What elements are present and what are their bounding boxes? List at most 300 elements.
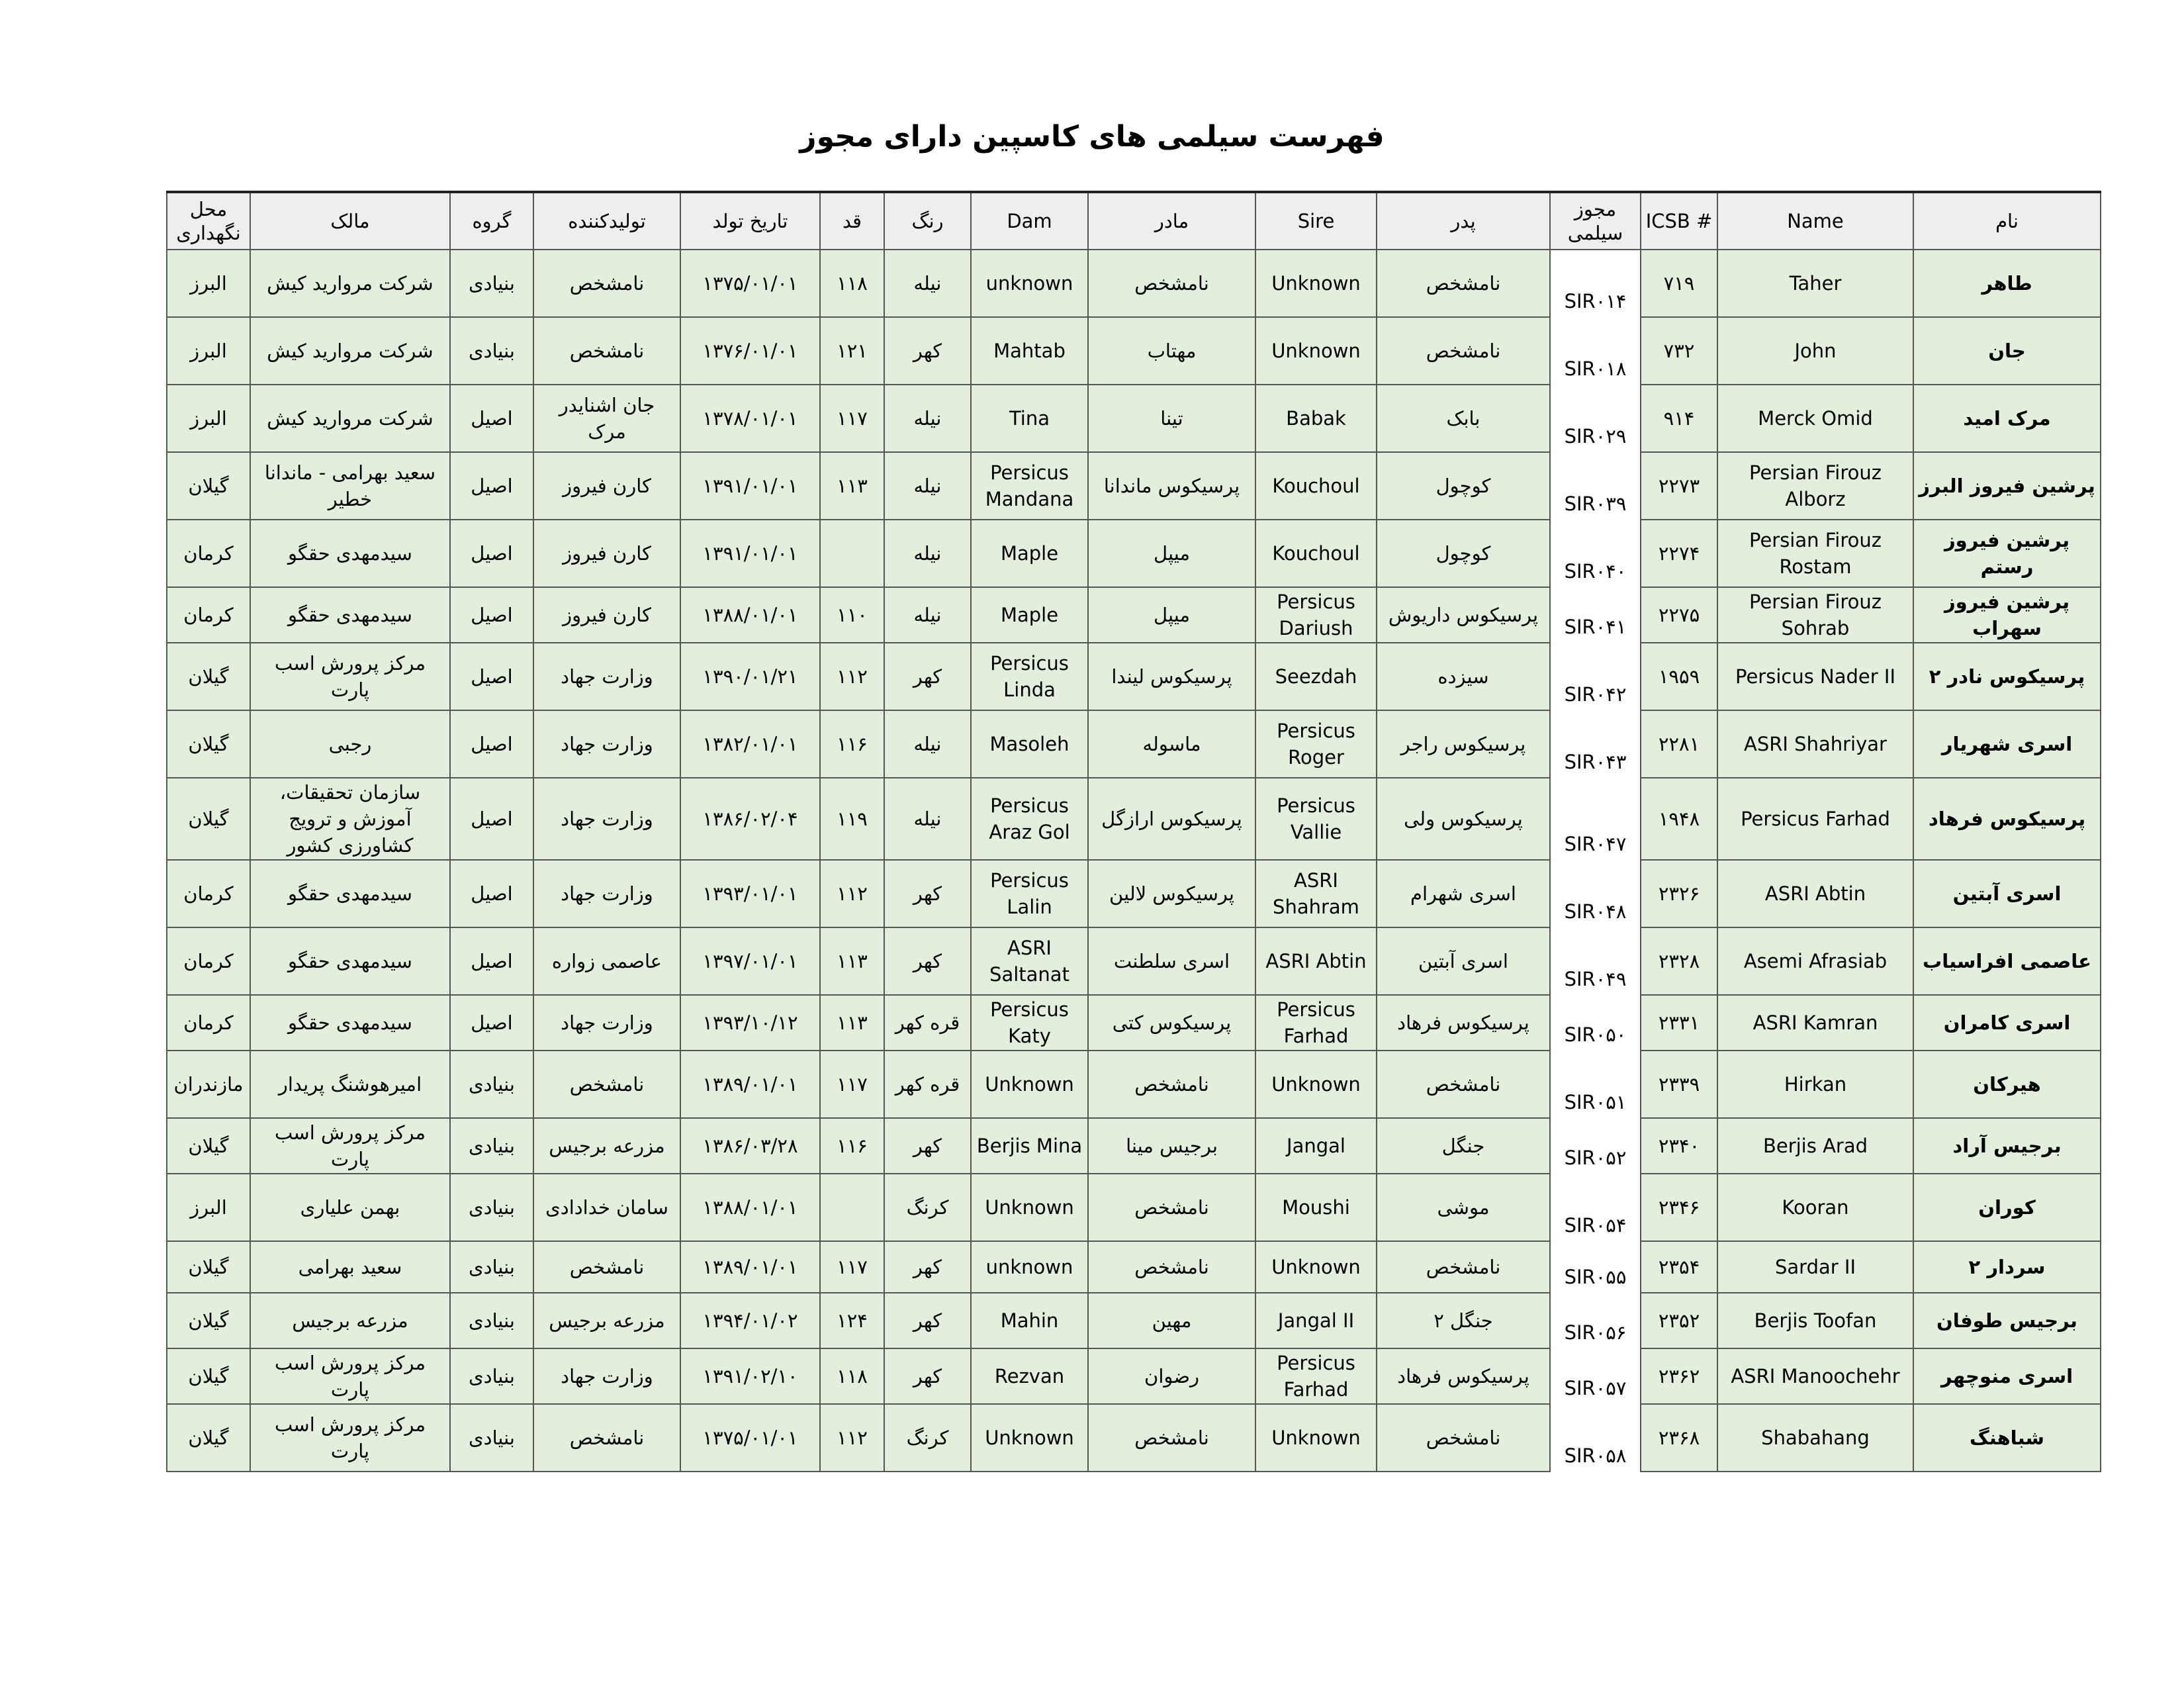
owner-cell: بهمن علیاری (250, 1174, 450, 1241)
group-cell: بنیادی (450, 1241, 533, 1293)
table-row (167, 643, 2101, 710)
breeder-cell: سامان خدادادی (533, 1174, 680, 1241)
dam-fa-cell: میپل (1088, 587, 1255, 643)
dam-fa-cell: پرسیکوس لیندا (1088, 643, 1255, 710)
table-row (167, 995, 2101, 1051)
permit-cell: SIR۰۵۵ (1550, 1241, 1641, 1293)
icsb-cell: ۱۹۵۹ (1641, 643, 1717, 710)
icsb-cell: ۷۳۲ (1641, 317, 1717, 385)
table-row (167, 1118, 2101, 1174)
permit-cell: SIR۰۱۴ (1550, 250, 1641, 317)
permit-cell: SIR۰۲۹ (1550, 385, 1641, 452)
group-cell: بنیادی (450, 1404, 533, 1472)
location-cell: کرمان (167, 520, 250, 587)
birth-date-cell: ۱۳۸۶/۰۳/۲۸ (680, 1118, 820, 1174)
header-dam-fa: مادر (1088, 192, 1255, 250)
icsb-cell: ۷۱۹ (1641, 250, 1717, 317)
name-en-cell: Taher (1717, 250, 1913, 317)
breeder-cell: عاصمی زواره (533, 927, 680, 995)
location-cell: گیلان (167, 643, 250, 710)
location-cell: البرز (167, 317, 250, 385)
breeder-cell: نامشخص (533, 1051, 680, 1118)
location-cell: کرمان (167, 587, 250, 643)
sire-en-cell: Persicus Farhad (1255, 995, 1377, 1051)
birth-date-cell: ۱۳۸۸/۰۱/۰۱ (680, 587, 820, 643)
owner-cell: سعید بهرامی - ماندانا خطیر (250, 452, 450, 520)
sire-fa-cell: پرسیکوس داریوش (1377, 587, 1550, 643)
group-cell: اصیل (450, 643, 533, 710)
height-cell: ۱۱۷ (820, 385, 884, 452)
header-owner: مالک (250, 192, 450, 250)
sire-en-cell: Kouchoul (1255, 520, 1377, 587)
height-cell: ۱۱۳ (820, 927, 884, 995)
name-fa-cell: اسری آبتین (1913, 860, 2101, 927)
table-row (167, 1174, 2101, 1241)
owner-cell: مزرعه برجیس (250, 1293, 450, 1348)
permit-cell: SIR۰۵۴ (1550, 1174, 1641, 1241)
name-en-cell: Hirkan (1717, 1051, 1913, 1118)
group-cell: بنیادی (450, 317, 533, 385)
dam-en-cell: Mahtab (971, 317, 1088, 385)
sire-fa-cell: نامشخص (1377, 1241, 1550, 1293)
color-cell: کهر (884, 1293, 971, 1348)
name-fa-cell: پرسیکوس نادر ۲ (1913, 643, 2101, 710)
sire-en-cell: Babak (1255, 385, 1377, 452)
location-cell: البرز (167, 385, 250, 452)
permit-cell: SIR۰۱۸ (1550, 317, 1641, 385)
group-cell: بنیادی (450, 250, 533, 317)
sire-fa-cell: نامشخص (1377, 317, 1550, 385)
height-cell: ۱۲۴ (820, 1293, 884, 1348)
name-fa-cell: پرشین فیروز البرز (1913, 452, 2101, 520)
breeder-cell: مزرعه برجیس (533, 1118, 680, 1174)
group-cell: اصیل (450, 860, 533, 927)
dam-en-cell: unknown (971, 1241, 1088, 1293)
owner-cell: مرکز پرورش اسب پارت (250, 1118, 450, 1174)
group-cell: بنیادی (450, 1174, 533, 1241)
breeder-cell: کارن فیروز (533, 587, 680, 643)
dam-en-cell: Unknown (971, 1404, 1088, 1472)
name-en-cell: Persian Firouz Rostam (1717, 520, 1913, 587)
icsb-cell: ۲۲۸۱ (1641, 710, 1717, 778)
birth-date-cell: ۱۳۹۱/۰۲/۱۰ (680, 1348, 820, 1404)
owner-cell: سیدمهدی حقگو (250, 520, 450, 587)
page-title: فهرست سیلمی های کاسپین دارای مجوز (799, 120, 1385, 154)
icsb-cell: ۲۲۷۴ (1641, 520, 1717, 587)
location-cell: گیلان (167, 710, 250, 778)
name-fa-cell: کوران (1913, 1174, 2101, 1241)
header-breeder: تولیدکننده (533, 192, 680, 250)
owner-cell: شرکت مروارید کیش (250, 385, 450, 452)
table-row (167, 710, 2101, 778)
dam-fa-cell: نامشخص (1088, 1051, 1255, 1118)
color-cell: کهر (884, 643, 971, 710)
color-cell: نیله (884, 520, 971, 587)
height-cell: ۱۱۸ (820, 1348, 884, 1404)
group-cell: بنیادی (450, 1293, 533, 1348)
name-fa-cell: سردار ۲ (1913, 1241, 2101, 1293)
sire-en-cell: Persicus Farhad (1255, 1348, 1377, 1404)
height-cell: ۱۱۳ (820, 452, 884, 520)
group-cell: اصیل (450, 778, 533, 860)
name-fa-cell: اسری کامران (1913, 995, 2101, 1051)
dam-fa-cell: میپل (1088, 520, 1255, 587)
dam-fa-cell: نامشخص (1088, 1241, 1255, 1293)
height-cell: ۱۱۲ (820, 860, 884, 927)
sire-en-cell: ASRI Shahram (1255, 860, 1377, 927)
location-cell: گیلان (167, 1118, 250, 1174)
permit-cell: SIR۰۴۹ (1550, 927, 1641, 995)
breeder-cell: وزارت جهاد (533, 860, 680, 927)
birth-date-cell: ۱۳۸۲/۰۱/۰۱ (680, 710, 820, 778)
name-fa-cell: شباهنگ (1913, 1404, 2101, 1472)
owner-cell: سیدمهدی حقگو (250, 587, 450, 643)
color-cell: کرنگ (884, 1404, 971, 1472)
birth-date-cell: ۱۳۷۶/۰۱/۰۱ (680, 317, 820, 385)
color-cell: نیله (884, 452, 971, 520)
breeder-cell: نامشخص (533, 1241, 680, 1293)
horse-registry-table (166, 191, 2101, 1472)
sire-fa-cell: جنگل (1377, 1118, 1550, 1174)
sire-en-cell: ASRI Abtin (1255, 927, 1377, 995)
icsb-cell: ۲۳۴۶ (1641, 1174, 1717, 1241)
sire-en-cell: Jangal II (1255, 1293, 1377, 1348)
sire-fa-cell: پرسیکوس راجر (1377, 710, 1550, 778)
table-row (167, 1293, 2101, 1348)
group-cell: بنیادی (450, 1348, 533, 1404)
sire-fa-cell: سیزده (1377, 643, 1550, 710)
dam-en-cell: Mahin (971, 1293, 1088, 1348)
location-cell: گیلان (167, 1404, 250, 1472)
permit-cell: SIR۰۴۲ (1550, 643, 1641, 710)
icsb-cell: ۱۹۴۸ (1641, 778, 1717, 860)
dam-fa-cell: پرسیکوس ارازگل (1088, 778, 1255, 860)
dam-en-cell: Masoleh (971, 710, 1088, 778)
name-fa-cell: اسری شهریار (1913, 710, 2101, 778)
permit-cell: SIR۰۵۰ (1550, 995, 1641, 1051)
sire-en-cell: Seezdah (1255, 643, 1377, 710)
dam-fa-cell: پرسیکوس لالین (1088, 860, 1255, 927)
location-cell: کرمان (167, 995, 250, 1051)
name-en-cell: Merck Omid (1717, 385, 1913, 452)
name-en-cell: Asemi Afrasiab (1717, 927, 1913, 995)
icsb-cell: ۲۳۳۹ (1641, 1051, 1717, 1118)
location-cell: گیلان (167, 452, 250, 520)
owner-cell: سازمان تحقیقات، آموزش و ترویج کشاورزی کشور (250, 778, 450, 860)
sire-fa-cell: نامشخص (1377, 250, 1550, 317)
color-cell: قره کهر (884, 995, 971, 1051)
color-cell: کرنگ (884, 1174, 971, 1241)
group-cell: اصیل (450, 385, 533, 452)
height-cell: ۱۱۹ (820, 778, 884, 860)
sire-fa-cell: پرسیکوس فرهاد (1377, 1348, 1550, 1404)
sire-fa-cell: اسری شهرام (1377, 860, 1550, 927)
color-cell: نیله (884, 250, 971, 317)
dam-en-cell: Unknown (971, 1051, 1088, 1118)
name-fa-cell: جان (1913, 317, 2101, 385)
sire-en-cell: Jangal (1255, 1118, 1377, 1174)
name-en-cell: ASRI Kamran (1717, 995, 1913, 1051)
name-en-cell: Persicus Farhad (1717, 778, 1913, 860)
table-body (167, 250, 2101, 1472)
sire-fa-cell: پرسیکوس ولی (1377, 778, 1550, 860)
owner-cell: شرکت مروارید کیش (250, 250, 450, 317)
owner-cell: امیرهوشنگ پریدار (250, 1051, 450, 1118)
table-row (167, 587, 2101, 643)
group-cell: اصیل (450, 710, 533, 778)
sire-fa-cell: موشی (1377, 1174, 1550, 1241)
birth-date-cell: ۱۳۹۱/۰۱/۰۱ (680, 452, 820, 520)
dam-en-cell: Tina (971, 385, 1088, 452)
name-en-cell: ASRI Abtin (1717, 860, 1913, 927)
table-row (167, 778, 2101, 860)
sire-en-cell: Unknown (1255, 1404, 1377, 1472)
dam-fa-cell: نامشخص (1088, 1174, 1255, 1241)
dam-fa-cell: پرسیکوس ماندانا (1088, 452, 1255, 520)
table-row (167, 250, 2101, 317)
location-cell: مازندران (167, 1051, 250, 1118)
height-cell (820, 520, 884, 587)
header-group: گروه (450, 192, 533, 250)
group-cell: بنیادی (450, 1051, 533, 1118)
owner-cell: سعید بهرامی (250, 1241, 450, 1293)
table-row (167, 520, 2101, 587)
table-row (167, 317, 2101, 385)
birth-date-cell: ۱۳۸۹/۰۱/۰۱ (680, 1241, 820, 1293)
owner-cell: سیدمهدی حقگو (250, 927, 450, 995)
name-fa-cell: طاهر (1913, 250, 2101, 317)
breeder-cell: نامشخص (533, 250, 680, 317)
breeder-cell: نامشخص (533, 317, 680, 385)
table-row (167, 385, 2101, 452)
owner-cell: رجبی (250, 710, 450, 778)
height-cell: ۱۱۲ (820, 1404, 884, 1472)
location-cell: کرمان (167, 860, 250, 927)
name-en-cell: John (1717, 317, 1913, 385)
birth-date-cell: ۱۳۸۹/۰۱/۰۱ (680, 1051, 820, 1118)
name-en-cell: Persian Firouz Alborz (1717, 452, 1913, 520)
breeder-cell: وزارت جهاد (533, 778, 680, 860)
color-cell: کهر (884, 1348, 971, 1404)
name-en-cell: Berjis Toofan (1717, 1293, 1913, 1348)
name-fa-cell: برجیس آراد (1913, 1118, 2101, 1174)
height-cell: ۱۱۸ (820, 250, 884, 317)
color-cell: کهر (884, 1118, 971, 1174)
birth-date-cell: ۱۳۷۵/۰۱/۰۱ (680, 1404, 820, 1472)
height-cell: ۱۲۱ (820, 317, 884, 385)
dam-en-cell: Persicus Linda (971, 643, 1088, 710)
birth-date-cell: ۱۳۹۱/۰۱/۰۱ (680, 520, 820, 587)
table-row (167, 452, 2101, 520)
birth-date-cell: ۱۳۸۸/۰۱/۰۱ (680, 1174, 820, 1241)
owner-cell: مرکز پرورش اسب پارت (250, 1404, 450, 1472)
dam-en-cell: Persicus Mandana (971, 452, 1088, 520)
header-dam-en: Dam (971, 192, 1088, 250)
header-name-en: Name (1717, 192, 1913, 250)
dam-fa-cell: رضوان (1088, 1348, 1255, 1404)
header-sire-fa: پدر (1377, 192, 1550, 250)
breeder-cell: کارن فیروز (533, 520, 680, 587)
sire-en-cell: Persicus Vallie (1255, 778, 1377, 860)
location-cell: گیلان (167, 1241, 250, 1293)
group-cell: اصیل (450, 995, 533, 1051)
permit-cell: SIR۰۴۷ (1550, 778, 1641, 860)
name-fa-cell: پرسیکوس فرهاد (1913, 778, 2101, 860)
name-en-cell: ASRI Shahriyar (1717, 710, 1913, 778)
name-fa-cell: عاصمی افراسیاب (1913, 927, 2101, 995)
group-cell: اصیل (450, 927, 533, 995)
icsb-cell: ۲۳۲۶ (1641, 860, 1717, 927)
birth-date-cell: ۱۳۹۳/۱۰/۱۲ (680, 995, 820, 1051)
height-cell (820, 1174, 884, 1241)
owner-cell: سیدمهدی حقگو (250, 995, 450, 1051)
dam-en-cell: Unknown (971, 1174, 1088, 1241)
header-permit: مجوز سیلمی (1550, 192, 1641, 250)
birth-date-cell: ۱۳۹۷/۰۱/۰۱ (680, 927, 820, 995)
table-row (167, 1404, 2101, 1472)
name-fa-cell: پرشین فیروز سهراب (1913, 587, 2101, 643)
sire-en-cell: Persicus Roger (1255, 710, 1377, 778)
breeder-cell: وزارت جهاد (533, 643, 680, 710)
color-cell: نیله (884, 778, 971, 860)
location-cell: گیلان (167, 1293, 250, 1348)
height-cell: ۱۱۶ (820, 710, 884, 778)
dam-en-cell: ASRI Saltanat (971, 927, 1088, 995)
sire-fa-cell: نامشخص (1377, 1051, 1550, 1118)
dam-fa-cell: مهتاب (1088, 317, 1255, 385)
table-row (167, 860, 2101, 927)
icsb-cell: ۲۳۴۰ (1641, 1118, 1717, 1174)
group-cell: اصیل (450, 452, 533, 520)
dam-en-cell: Persicus Lalin (971, 860, 1088, 927)
name-fa-cell: مرک امید (1913, 385, 2101, 452)
sire-fa-cell: کوچول (1377, 520, 1550, 587)
name-fa-cell: هیرکان (1913, 1051, 2101, 1118)
icsb-cell: ۲۳۳۱ (1641, 995, 1717, 1051)
header-row (167, 192, 2101, 250)
header-name-fa: نام (1913, 192, 2101, 250)
color-cell: نیله (884, 710, 971, 778)
height-cell: ۱۱۳ (820, 995, 884, 1051)
dam-en-cell: Maple (971, 520, 1088, 587)
dam-en-cell: Berjis Mina (971, 1118, 1088, 1174)
table-row (167, 1348, 2101, 1404)
name-en-cell: Kooran (1717, 1174, 1913, 1241)
permit-cell: SIR۰۵۷ (1550, 1348, 1641, 1404)
header-icsb: ICSB # (1641, 192, 1717, 250)
dam-fa-cell: اسری سلطنت (1088, 927, 1255, 995)
name-en-cell: ASRI Manoochehr (1717, 1348, 1913, 1404)
sire-en-cell: Kouchoul (1255, 452, 1377, 520)
sire-en-cell: Unknown (1255, 1051, 1377, 1118)
owner-cell: سیدمهدی حقگو (250, 860, 450, 927)
color-cell: کهر (884, 1241, 971, 1293)
permit-cell: SIR۰۵۲ (1550, 1118, 1641, 1174)
permit-cell: SIR۰۵۱ (1550, 1051, 1641, 1118)
dam-fa-cell: نامشخص (1088, 1404, 1255, 1472)
name-en-cell: Berjis Arad (1717, 1118, 1913, 1174)
breeder-cell: وزارت جهاد (533, 995, 680, 1051)
color-cell: کهر (884, 860, 971, 927)
birth-date-cell: ۱۳۹۳/۰۱/۰۱ (680, 860, 820, 927)
birth-date-cell: ۱۳۷۸/۰۱/۰۱ (680, 385, 820, 452)
permit-cell: SIR۰۵۶ (1550, 1293, 1641, 1348)
sire-fa-cell: پرسیکوس فرهاد (1377, 995, 1550, 1051)
header-sire-en: Sire (1255, 192, 1377, 250)
birth-date-cell: ۱۳۹۰/۰۱/۲۱ (680, 643, 820, 710)
dam-en-cell: unknown (971, 250, 1088, 317)
breeder-cell: جان اشنایدر مرک (533, 385, 680, 452)
birth-date-cell: ۱۳۸۶/۰۲/۰۴ (680, 778, 820, 860)
group-cell: اصیل (450, 587, 533, 643)
dam-en-cell: Persicus Katy (971, 995, 1088, 1051)
height-cell: ۱۱۷ (820, 1241, 884, 1293)
permit-cell: SIR۰۵۸ (1550, 1404, 1641, 1472)
name-fa-cell: برجیس طوفان (1913, 1293, 2101, 1348)
sire-en-cell: Unknown (1255, 1241, 1377, 1293)
location-cell: البرز (167, 250, 250, 317)
permit-cell: SIR۰۴۸ (1550, 860, 1641, 927)
header-birth-date: تاریخ تولد (680, 192, 820, 250)
location-cell: گیلان (167, 778, 250, 860)
dam-fa-cell: برجیس مینا (1088, 1118, 1255, 1174)
owner-cell: مرکز پرورش اسب پارت (250, 1348, 450, 1404)
owner-cell: شرکت مروارید کیش (250, 317, 450, 385)
table-row (167, 927, 2101, 995)
color-cell: نیله (884, 587, 971, 643)
icsb-cell: ۲۳۵۲ (1641, 1293, 1717, 1348)
height-cell: ۱۱۶ (820, 1118, 884, 1174)
sire-en-cell: Moushi (1255, 1174, 1377, 1241)
sire-fa-cell: بابک (1377, 385, 1550, 452)
height-cell: ۱۱۰ (820, 587, 884, 643)
icsb-cell: ۲۳۵۴ (1641, 1241, 1717, 1293)
icsb-cell: ۲۳۲۸ (1641, 927, 1717, 995)
dam-fa-cell: ماسوله (1088, 710, 1255, 778)
breeder-cell: وزارت جهاد (533, 1348, 680, 1404)
breeder-cell: کارن فیروز (533, 452, 680, 520)
dam-en-cell: Persicus Araz Gol (971, 778, 1088, 860)
icsb-cell: ۲۳۶۲ (1641, 1348, 1717, 1404)
sire-en-cell: Unknown (1255, 317, 1377, 385)
color-cell: نیله (884, 385, 971, 452)
sire-fa-cell: کوچول (1377, 452, 1550, 520)
color-cell: کهر (884, 927, 971, 995)
header-height: قد (820, 192, 884, 250)
icsb-cell: ۲۲۷۳ (1641, 452, 1717, 520)
icsb-cell: ۲۲۷۵ (1641, 587, 1717, 643)
permit-cell: SIR۰۴۳ (1550, 710, 1641, 778)
sire-fa-cell: جنگل ۲ (1377, 1293, 1550, 1348)
birth-date-cell: ۱۳۹۴/۰۱/۰۲ (680, 1293, 820, 1348)
name-en-cell: Persicus Nader II (1717, 643, 1913, 710)
dam-fa-cell: پرسیکوس کتی (1088, 995, 1255, 1051)
color-cell: قره کهر (884, 1051, 971, 1118)
icsb-cell: ۹۱۴ (1641, 385, 1717, 452)
icsb-cell: ۲۳۶۸ (1641, 1404, 1717, 1472)
group-cell: اصیل (450, 520, 533, 587)
table-row (167, 1241, 2101, 1293)
dam-en-cell: Rezvan (971, 1348, 1088, 1404)
location-cell: گیلان (167, 1348, 250, 1404)
breeder-cell: مزرعه برجیس (533, 1293, 680, 1348)
height-cell: ۱۱۷ (820, 1051, 884, 1118)
location-cell: البرز (167, 1174, 250, 1241)
header-color: رنگ (884, 192, 971, 250)
color-cell: کهر (884, 317, 971, 385)
dam-fa-cell: نامشخص (1088, 250, 1255, 317)
breeder-cell: نامشخص (533, 1404, 680, 1472)
